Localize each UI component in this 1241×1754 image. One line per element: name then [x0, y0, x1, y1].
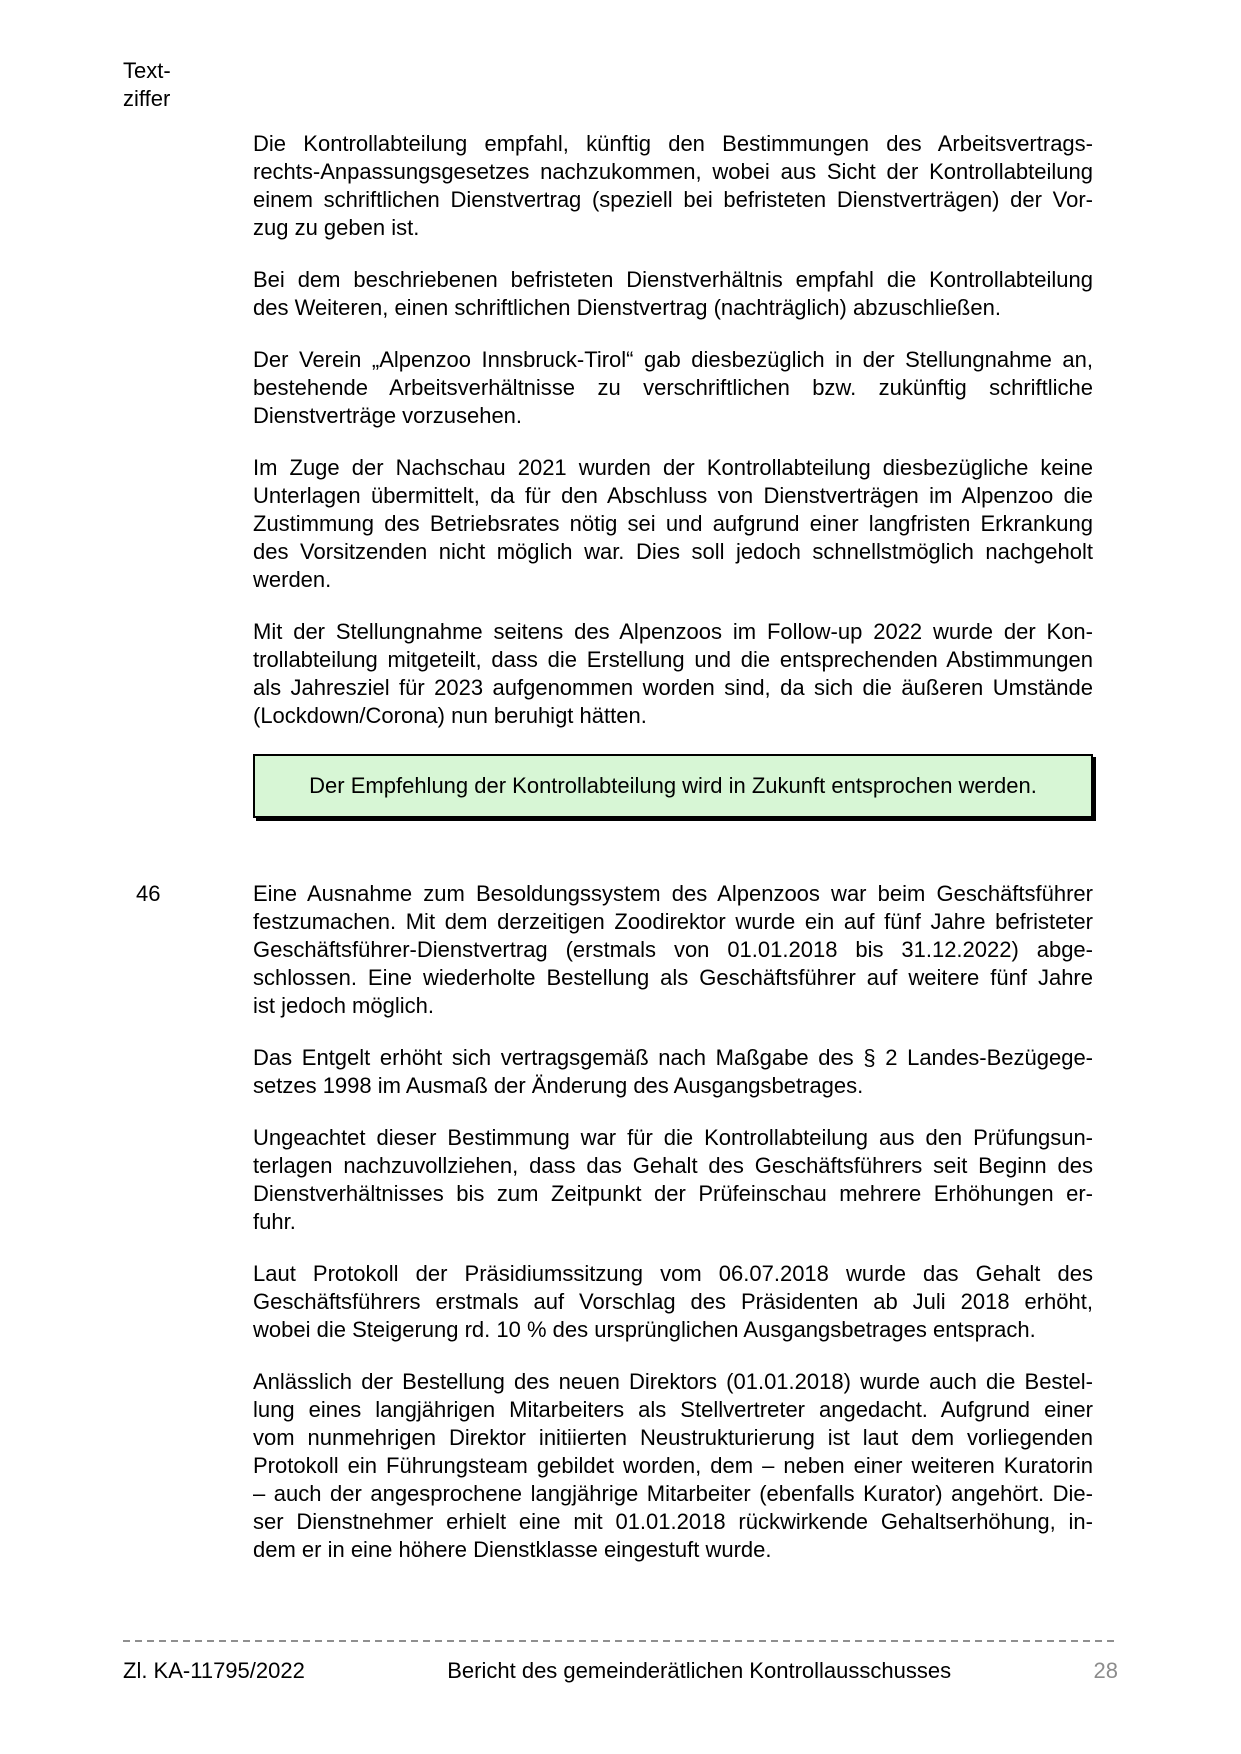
page-footer: [123, 1640, 1118, 1685]
text-line: Bei dem beschriebenen befristeten Dienstverhältnis empfahl die Kontrollabteilung: [253, 267, 1093, 292]
text-line: als Jahresziel für 2023 aufgenommen worden sind, da sich die äußeren Umstände: [253, 675, 1093, 700]
text-line: bestehende Arbeitsverhältnisse zu verschriftlichen bzw. zukünftig schriftliche: [253, 375, 1093, 400]
paragraph: [253, 1044, 1093, 1100]
text-line: – auch der angesprochene langjährige Mitarbeiter (ebenfalls Kurator) angehört. Die-: [253, 1481, 1093, 1506]
text-line: Anlässlich der Bestellung des neuen Direktors (01.01.2018) wurde auch die Bestel-: [253, 1369, 1093, 1394]
text-line: zug zu geben ist.: [253, 215, 420, 240]
text-line: Der Verein „Alpenzoo Innsbruck-Tirol“ gab diesbezüglich in der Stellungnahme an,: [253, 347, 1093, 372]
text-line: festzumachen. Mit dem derzeitigen Zoodirektor wurde ein auf fünf Jahre befristeter: [253, 909, 1093, 934]
text-line: wobei die Steigerung rd. 10 % des ursprünglichen Ausgangsbetrages entsprach.: [253, 1317, 1036, 1342]
gutter-label-line: Text-: [123, 58, 171, 83]
textziffer-number: 46: [136, 881, 161, 906]
text-line: rechts-Anpassungsgesetzes nachzukommen, wobei aus Sicht der Kontrollabteilung: [253, 159, 1093, 184]
recommendation-text: Der Empfehlung der Kontrollabteilung wird in Zukunft entsprochen werden.: [309, 773, 1037, 798]
paragraph-46: [136, 880, 1093, 1020]
text-line: lung eines langjährigen Mitarbeiters als Stellvertreter angedacht. Aufgrund einer: [253, 1397, 1093, 1422]
paragraph: [253, 1124, 1093, 1236]
text-line: werden.: [253, 567, 332, 592]
text-line: Laut Protokoll der Präsidiumssitzung vom 06.07.2018 wurde das Gehalt des: [253, 1261, 1093, 1286]
document-body: [136, 130, 1093, 1588]
text-line: einem schriftlichen Dienstvertrag (speziell bei befristeten Dienstverträgen) der Vor-: [253, 187, 1093, 212]
text-line: Geschäftsführers erstmals auf Vorschlag des Präsidenten ab Juli 2018 erhöht,: [253, 1289, 1093, 1314]
paragraph: [253, 346, 1093, 430]
recommendation-box: [253, 754, 1093, 818]
text-line: Protokoll ein Führungsteam gebildet worden, dem – neben einer weiteren Kuratorin: [253, 1453, 1093, 1478]
text-line: trollabteilung mitgeteilt, dass die Erstellung und die entsprechenden Abstimmungen: [253, 647, 1093, 672]
text-line: terlagen nachzuvollziehen, dass das Gehalt des Geschäftsführers seit Beginn des: [253, 1153, 1093, 1178]
text-line: des Weiteren, einen schriftlichen Dienstvertrag (nachträglich) abzuschließen.: [253, 295, 1001, 320]
text-line: setzes 1998 im Ausmaß der Änderung des Ausgangsbetrages.: [253, 1073, 864, 1098]
text-line: (Lockdown/Corona) nun beruhigt hätten.: [253, 703, 647, 728]
footer-divider: [123, 1640, 1118, 1642]
text-line: Das Entgelt erhöht sich vertragsgemäß nach Maßgabe des § 2 Landes-Bezügege-: [253, 1045, 1093, 1070]
paragraph: [253, 618, 1093, 730]
text-line: schlossen. Eine wiederholte Bestellung als Geschäftsführer auf weitere fünf Jahre: [253, 965, 1093, 990]
text-line: ist jedoch möglich.: [253, 993, 434, 1018]
paragraph: [253, 454, 1093, 594]
text-line: Ungeachtet dieser Bestimmung war für die Kontrollabteilung aus den Prüfungsun-: [253, 1125, 1093, 1150]
footer-reference: Zl. KA-11795/2022: [123, 1658, 305, 1683]
paragraph: [253, 266, 1093, 322]
paragraph: [253, 1260, 1093, 1344]
textziffer-column-header: [123, 57, 171, 113]
paragraph: [253, 130, 1093, 242]
footer-title: Bericht des gemeinderätlichen Kontrollausschusses: [447, 1658, 952, 1683]
text-line: des Vorsitzenden nicht möglich war. Dies soll jedoch schnellstmöglich nachgeholt: [253, 539, 1093, 564]
text-line: Dienstverhältnisses bis zum Zeitpunkt der Prüfeinschau mehrere Erhöhungen er-: [253, 1181, 1093, 1206]
text-line: Dienstverträge vorzusehen.: [253, 403, 523, 428]
text-line: dem er in eine höhere Dienstklasse eingestuft wurde.: [253, 1537, 772, 1562]
text-line: Mit der Stellungnahme seitens des Alpenzoos im Follow-up 2022 wurde der Kon-: [253, 619, 1093, 644]
text-line: Im Zuge der Nachschau 2021 wurden der Kontrollabteilung diesbezügliche keine: [253, 455, 1093, 480]
text-line: Unterlagen übermittelt, da für den Abschluss von Dienstverträgen im Alpenzoo die: [253, 483, 1093, 508]
text-line: ser Dienstnehmer erhielt eine mit 01.01.2018 rückwirkende Gehaltserhöhung, in-: [253, 1509, 1093, 1534]
text-line: Die Kontrollabteilung empfahl, künftig den Bestimmungen des Arbeitsvertrags-: [253, 131, 1093, 156]
text-line: fuhr.: [253, 1209, 296, 1234]
text-line: Zustimmung des Betriebsrates nötig sei und aufgrund einer langfristen Erkrankung: [253, 511, 1093, 536]
footer-page-number: 28: [1093, 1658, 1118, 1683]
text-line: Geschäftsführer-Dienstvertrag (erstmals von 01.01.2018 bis 31.12.2022) abge-: [253, 937, 1093, 962]
text-line: vom nunmehrigen Direktor initiierten Neustrukturierung ist laut dem vorliegenden: [253, 1425, 1093, 1450]
text-line: Eine Ausnahme zum Besoldungssystem des Alpenzoos war beim Geschäftsführer: [253, 881, 1093, 906]
gutter-label-line: ziffer: [123, 86, 171, 111]
paragraph: [253, 1368, 1093, 1564]
